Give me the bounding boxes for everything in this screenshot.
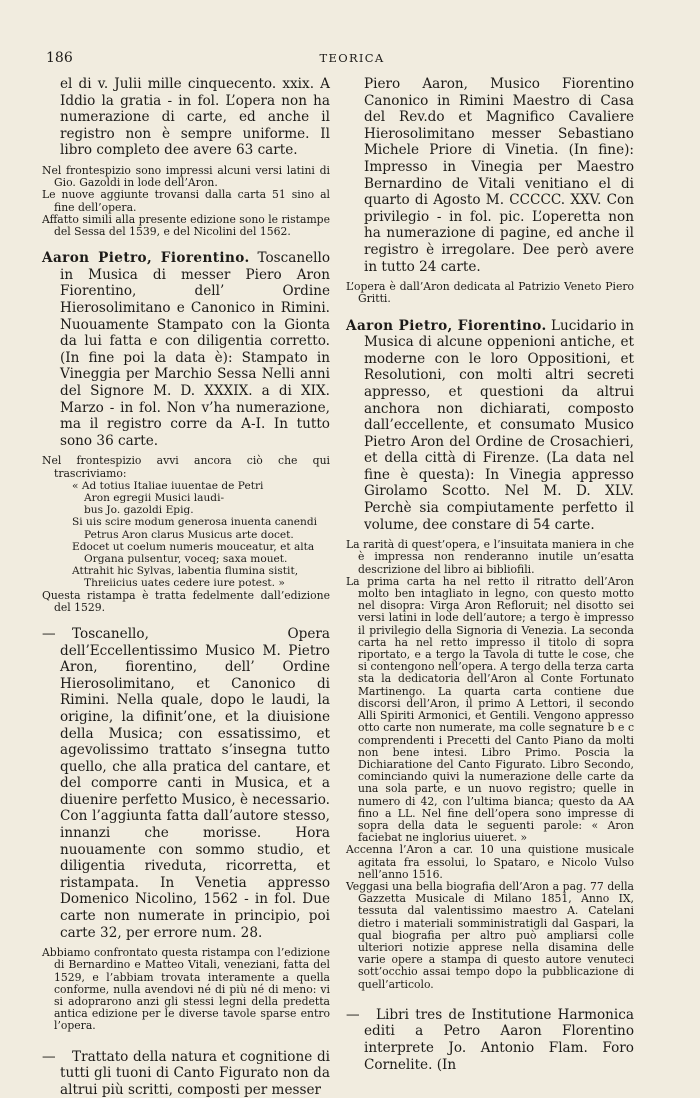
latin-epigram xyxy=(42,480,330,590)
footnote: Le nuove aggiunte trovansi dalla carta 51 sino al fine dell’opera. xyxy=(42,188,330,214)
entry-text: Lucidario in Musica di alcune oppenioni antiche, et moderne con le loro Oppositioni, et Resolutioni, con molti altri secreti appresso, et questioni da altrui anchora non dichiarati, composto dall’eccellente, et consumato Musico Pietro Aron del Ordine de Crosachieri, et della città di Firenze. (La data nel fine è questa): In Vinegia appresso Girolamo Scotto. Nel M. D. XLV. Perchè sia compiutamente perfetto il volume, dee constare di 54 carte. xyxy=(364,317,634,533)
entry-text: Toscanello in Musica di messer Piero Aron Fiorentino, dell’ Ordine Hierosolimitano e Canonico in Rimini. Nuouamente Stampato con la Gionta da lui fatta e con diligentia corretto. (In fine poi la data è): Stampato in Vineggia per Marchio Sessa Nelli anni del Signore M. D. XXXIX. a di XIX. Marzo - in fol. Non v’ha numerazione, ma il registro corre da A-I. In tutto sono 36 carte. xyxy=(60,250,331,449)
entry-dash: — xyxy=(42,1048,56,1065)
verse-line: Attrahit hic Sylvas, labentia flumina sistit, xyxy=(72,565,299,578)
verse-line: Petrus Aron clarus Musicus arte docet. xyxy=(84,528,294,541)
page-number: 186 xyxy=(46,50,73,66)
entry-text: Libri tres de Institutione Harmonica editi a Petro Aaron Florentino interprete Jo. Antonio Flam. Foro Cornelite. (In xyxy=(364,1006,634,1073)
bibliography-entry xyxy=(346,318,634,534)
entry-author: Aaron Pietro, Fiorentino. xyxy=(346,317,547,334)
entry-author: Aaron Pietro, Fiorentino. xyxy=(42,250,250,267)
footnote: Abbiamo confrontato questa ristampa con l’edizione di Bernardino e Matteo Vitali, veneziani, fatta del 1529, e l’abbiam trovata interamente a quella conforme, nulla avendovi né di più né di meno: vi si adoprarono anzi gli stessi legni della predetta antica edizione per le diverse tavole sparse entro l’opera. xyxy=(42,946,330,1033)
entry-dash: — xyxy=(42,625,56,642)
entry-continuation: el di v. Julii mille cinquecento. xxix. A Iddio la gratia - in fol. L’opera non ha numerazione di carte, ed anche il registro non è sempre uniforme. Il libro completo dee avere 63 carte. xyxy=(60,76,330,159)
footnote: Nel frontespizio avvi ancora ciò che qui trascriviamo: xyxy=(42,454,330,480)
footnote: Veggasi una bella biografia dell’Aron a pag. 77 della Gazzetta Musicale di Milano 1851, Anno IX, tessuta dal valentissimo maestro A. Catelani dietro i materiali somministratigli dal Gaspari, la qual biografia per altro può ampliarsi colle ulteriori notizie apprese nella disamina delle varie opere a stampa di questo autore venuteci sott’occhio assai tempo dopo la pubblicazione di quell’articolo. xyxy=(346,879,634,991)
footnote: La rarità di quest’opera, e l’insuitata maniera in che è impressa non renderanno inutile un’esatta descrizione del libro ai bibliofili. xyxy=(346,538,634,576)
footnote: Nel frontespizio sono impressi alcuni versi latini di Gio. Gazoldi in lode dell’Aron. xyxy=(42,163,330,190)
verse-line: Organa pulsentur, voceq; saxa mouet. xyxy=(84,552,288,565)
page-header xyxy=(44,50,660,68)
verse-line: Edocet ut coelum numeris mouceatur, et alta xyxy=(72,540,315,553)
footnote: Affatto simili alla presente edizione sono le ristampe del Sessa del 1539, e del Nicolini del 1562. xyxy=(42,212,330,238)
entry-text: Toscanello, Opera dell’Eccellentissimo Musico M. Pietro Aron, fiorentino, dell’ Ordine Hierosolimitano, et Canonico di Rimini. Nella quale, dopo le laudi, la origine, la difinit’one, et la diuisione della Musica; con essatissimo, et agevolissimo trattato s’insegna tutto quello, che alla pratica del cantare, et del comporre canti in Musica, et a diuenire perfetto Musico, è necessario. Con l’aggiunta fatta dall’autore stesso, innanzi che morisse. Hora nuouamente con sommo studio, et diligentia riveduta, ricorretta, et ristampata. In Venetia appresso Domenico Nicolino, 1562 - in fol. Due carte non numerate in principio, poi carte 32, per errore num. 28. xyxy=(60,625,330,941)
entry-dash: — xyxy=(346,1006,360,1023)
footnote: L’opera è dall’Aron dedicata al Patrizio Veneto Piero Gritti. xyxy=(346,280,634,306)
verse-line: « Ad totius Italiae iuuentae de Petri xyxy=(72,479,264,492)
entry-continuation: Piero Aaron, Musico Fiorentino Canonico in Rimini Maestro di Casa del Rev.do et Magnifico Cavaliere Hierosolimitano messer Sebastiano Michele Priore di Vinetia. (In fine): Impresso in Vinegia per Maestro Bernardino de Vitali venitiano el di quarto di Agosto M. CCCCC. XXV. Con privilegio - in fol. pic. L’operetta non ha numerazione di pagine, ed anche il registro è irregolare. Dee però avere in tutto 24 carte. xyxy=(364,76,634,275)
entry-text: Trattato della natura et cognitione di tutti gli tuoni di Canto Figurato non da altrui più scritti, composti per messer xyxy=(60,1048,330,1098)
footnote: La prima carta ha nel retto il ritratto dell’Aron molto ben intagliato in legno, con questo motto nel disopra: Virga Aron Refloruit; nel disotto sei versi latini in lode dell’autore; a tergo è impresso il privilegio della Signoria di Venezia. La seconda carta ha nel retto impresso il titolo di sopra riportato, e a tergo la Tavola di tutte le cose, che si contengono nell’opera. A tergo della terza carta sta la dedicatoria dell’Aron al Conte Fortunato Martinengo. La quarta carta contiene due discorsi dell’Aron, il primo A Lettori, il secondo Alli Spiriti Armonici, et Gentili. Vengono appresso otto carte non numerate, ma colle segnature b e c comprendenti i Precetti del Canto Piano da molti non bene intesi. Libro Primo. Poscia la Dichiaratione del Canto Figurato. Libro Secondo, cominciando quivi la numerazione delle carte da una sola parte, e un nuovo registro; quelle in numero di 42, con l’ultima bianca; questo da AA fino a LL. Nel fine dell’opera sono impresse di sopra della data le seguenti parole: « Aron faciebat ne inglorius uiueret. » xyxy=(346,574,634,845)
running-title: TEORICA xyxy=(319,51,385,65)
left-column xyxy=(42,76,331,1098)
bibliography-entry xyxy=(346,1007,634,1073)
bibliography-entry xyxy=(42,250,330,449)
footnote: Accenna l’Aron a car. 10 una quistione musicale agitata fra essolui, lo Spataro, e Nicolo Vulso nell’anno 1516. xyxy=(346,843,634,881)
bibliography-entry xyxy=(42,1049,330,1098)
bibliography-entry xyxy=(42,626,330,941)
right-column xyxy=(346,76,634,1073)
footnote: Questa ristampa è tratta fedelmente dall’edizione del 1529. xyxy=(42,588,330,614)
verse-line: Aron egregii Musici laudi- xyxy=(84,491,225,504)
verse-line: Si uis scire modum generosa inuenta canendi xyxy=(72,516,318,529)
verse-line: Threiicius uates cedere iure potest. » xyxy=(84,577,285,590)
verse-line: bus Jo. gazoldi Epig. xyxy=(84,504,194,517)
